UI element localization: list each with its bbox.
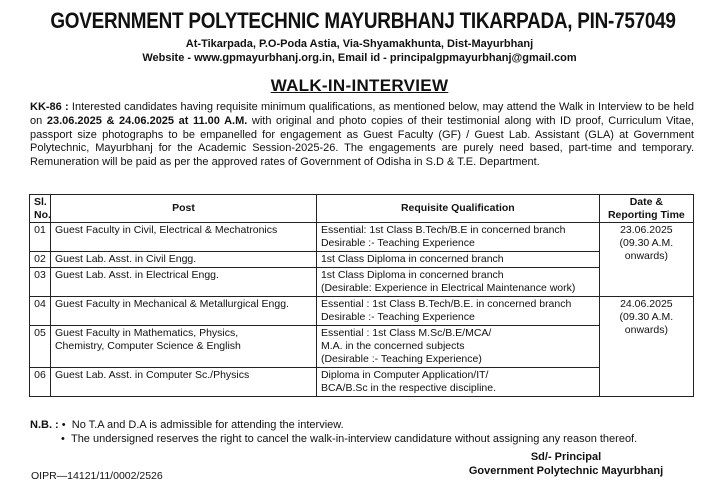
qualification-line: Desirable :- Teaching Experience xyxy=(320,237,475,249)
table-row xyxy=(30,326,694,368)
row-qualification xyxy=(316,326,599,368)
header-qualification: Requisite Qualification xyxy=(316,195,599,223)
row-post: Guest Faculty in Mechanical & Metallurgical Engg. xyxy=(50,297,316,326)
row-post: Guest Lab. Asst. in Electrical Engg. xyxy=(50,268,316,297)
note-text: No T.A and D.A is admissible for attending the interview. xyxy=(71,419,344,431)
reporting-date: 24.06.2025 xyxy=(620,298,673,310)
row-sl: 05 xyxy=(30,326,51,368)
table-row xyxy=(30,223,694,252)
header-date: Date & Reporting Time xyxy=(599,195,693,223)
row-sl: 06 xyxy=(30,368,51,397)
note-item xyxy=(30,418,700,432)
row-post xyxy=(50,326,316,368)
notes-block xyxy=(30,418,700,446)
institution-address: At-Tikarpada, P.O-Poda Astia, Via-Shyamakhunta, Dist-Mayurbhanj xyxy=(185,38,534,50)
website-email-line: Website - www.gpmayurbhanj.org.in, Email id - principalgpmayurbhanj@gmail.com xyxy=(142,52,577,64)
bullet-icon: • xyxy=(58,419,72,431)
qualification-line: Essential : 1st Class B.Tech/B.E. in concerned branch xyxy=(320,298,572,310)
reporting-time: (09.30 A.M. xyxy=(619,311,674,323)
page-heading: WALK-IN-INTERVIEW xyxy=(270,76,449,95)
notice-code: KK-86 : xyxy=(30,101,69,113)
notes-label: N.B. : xyxy=(30,419,59,431)
reference-number: OIPR—14121/11/0002/2526 xyxy=(31,470,163,482)
row-sl: 04 xyxy=(30,297,51,326)
row-post: Guest Lab. Asst. in Computer Sc./Physics xyxy=(50,368,316,397)
table-row xyxy=(30,252,694,268)
qualification-line: Desirable :- Teaching Experience xyxy=(320,311,475,323)
header-sl: Sl. No. xyxy=(30,195,51,223)
reporting-time-suffix: onwards) xyxy=(624,250,668,262)
post-line: Chemistry, Computer Science & English xyxy=(54,340,241,352)
post-line: Guest Faculty in Mathematics, Physics, xyxy=(54,327,239,339)
date-cell-1 xyxy=(599,223,693,297)
qualification-line: Essential: 1st Class B.Tech/B.E in concerned branch xyxy=(320,224,566,236)
qualification-line: 1st Class Diploma in concerned branch xyxy=(320,269,504,281)
row-sl: 01 xyxy=(30,223,51,252)
bullet-icon: • xyxy=(61,433,71,445)
reporting-time: (09.30 A.M. xyxy=(619,237,674,249)
row-sl: 03 xyxy=(30,268,51,297)
signature-line-2: Government Polytechnic Mayurbhanj xyxy=(468,465,664,477)
intro-text-a: Interested candidates having requisite minimum qualifications, as mentioned below, may attend the Walk in Interview to be held on xyxy=(30,101,694,127)
signature-line-1: Sd/- Principal xyxy=(530,451,602,463)
note-text: The undersigned reserves the right to cancel the walk-in-interview candidature without assigning any reason thereof. xyxy=(70,433,638,445)
note-item xyxy=(30,432,700,446)
row-qualification: 1st Class Diploma in concerned branch xyxy=(316,252,599,268)
qualification-line: Diploma in Computer Application/IT/ xyxy=(320,369,489,381)
table-row xyxy=(30,368,694,397)
header-post: Post xyxy=(50,195,316,223)
table-header-row xyxy=(30,195,694,223)
interview-dates: 23.06.2025 & 24.06.2025 at 11.00 A.M. xyxy=(46,114,248,127)
qualification-line: Essential : 1st Class M.Sc/B.E/MCA/ xyxy=(320,327,492,339)
row-qualification xyxy=(316,297,599,326)
table-row xyxy=(30,297,694,326)
row-qualification xyxy=(316,223,599,252)
row-qualification xyxy=(316,268,599,297)
qualification-line: BCA/B.Sc in the respective discipline. xyxy=(320,382,497,394)
table-row xyxy=(30,268,694,297)
row-post: Guest Lab. Asst. in Civil Engg. xyxy=(50,252,316,268)
date-cell-2 xyxy=(599,297,693,397)
qualification-line: (Desirable :- Teaching Experience) xyxy=(320,353,482,365)
intro-paragraph xyxy=(30,101,694,170)
vacancy-table xyxy=(29,194,694,397)
row-sl: 02 xyxy=(30,252,51,268)
intro-text-b: with original and photo copies of their testimonial along with ID proof, Curriculum Vitae, passport size photographs to be empanelled for engagement as Guest Faculty (GF) / Guest Lab. Assistant (GLA) at Government Polytechnic, Mayurbhanj for the Academic Session-2025-26. The engagements are purely need based, part-time and temporary. Remuneration will be paid as per the approved rates of Government of Odisha in S.D & T.E. Department. xyxy=(30,114,694,169)
qualification-line: (Desirable: Experience in Electrical Maintenance work) xyxy=(320,282,576,294)
reporting-date: 23.06.2025 xyxy=(620,224,673,236)
row-qualification xyxy=(316,368,599,397)
row-post: Guest Faculty in Civil, Electrical & Mechatronics xyxy=(50,223,316,252)
reporting-time-suffix: onwards) xyxy=(624,324,668,336)
institution-title: GOVERNMENT POLYTECHNIC MAYURBHANJ TIKARPADA, PIN-757049 xyxy=(50,8,676,33)
qualification-line: M.A. in the concerned subjects xyxy=(320,340,465,352)
